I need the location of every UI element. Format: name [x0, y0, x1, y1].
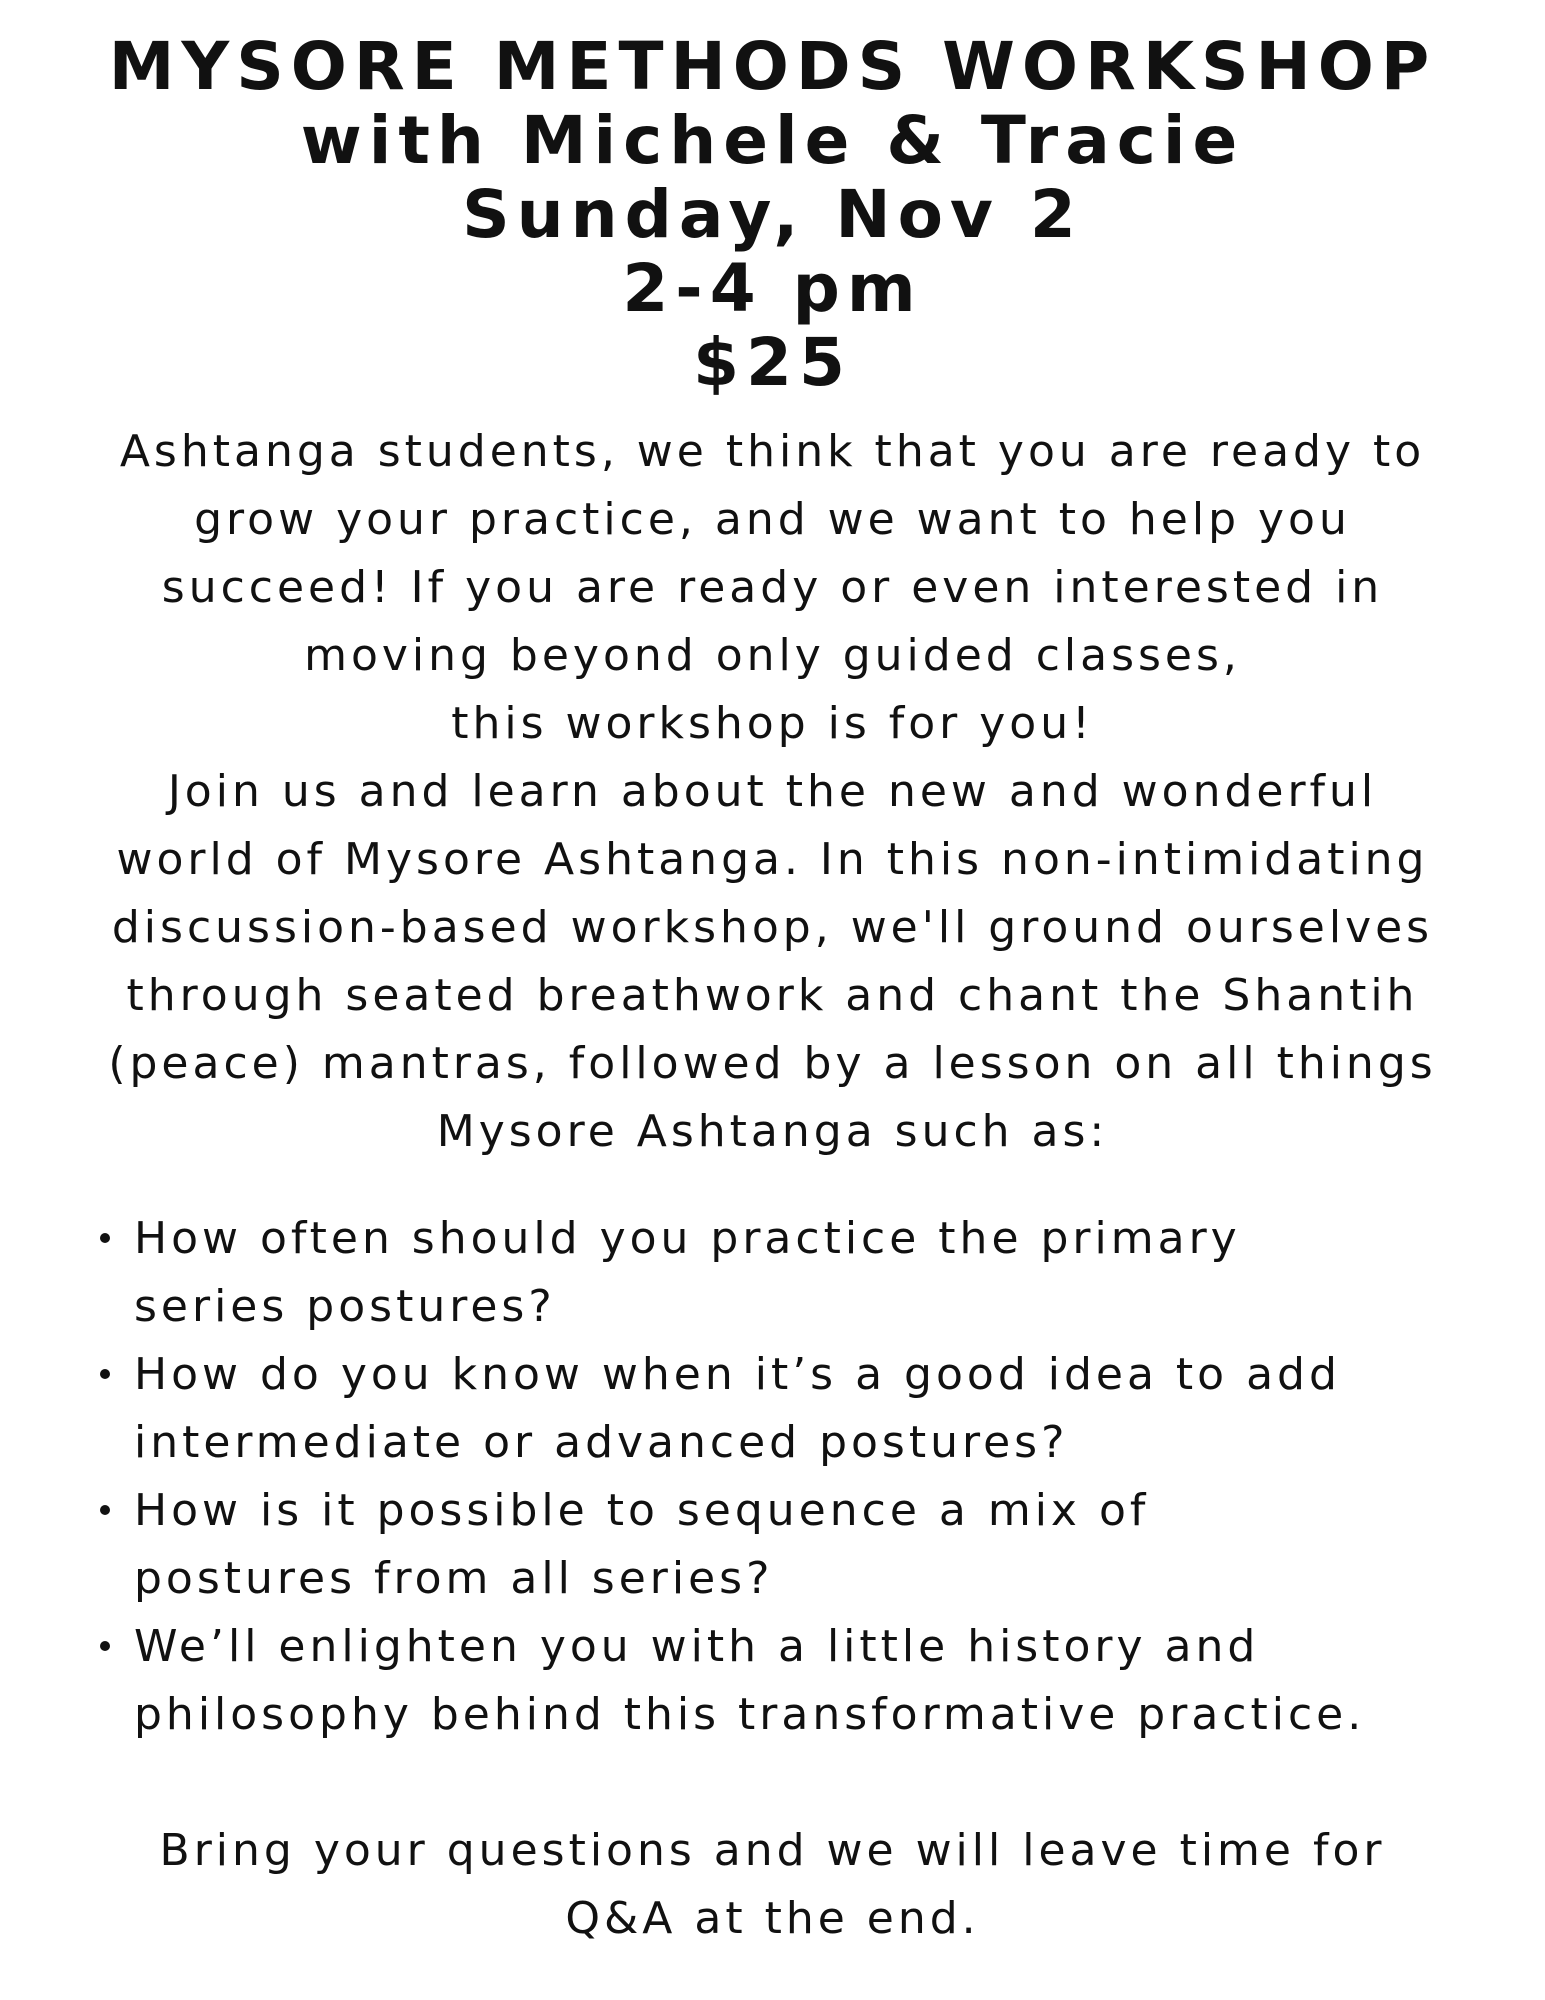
workshop-hosts: with Michele & Tracie — [300, 102, 1245, 179]
list-item — [92, 1613, 1532, 1749]
intro-line: Ashtanga students, we think that you are ready to — [119, 426, 1426, 477]
workshop-title: MYSORE METHODS WORKSHOP — [108, 28, 1437, 105]
topic-line: How often should you practice the primary — [134, 1213, 1241, 1264]
workshop-price: $25 — [693, 324, 852, 401]
intro-line: moving beyond only guided classes, — [304, 630, 1241, 681]
bullet-icon — [100, 1369, 110, 1379]
workshop-date: Sunday, Nov 2 — [462, 176, 1083, 253]
workshop-header — [0, 30, 1545, 400]
list-item — [92, 1341, 1532, 1477]
intro-line: world of Mysore Ashtanga. In this non-intimidating — [116, 834, 1429, 885]
intro-line: through seated breathwork and chant the Shantih — [126, 970, 1419, 1021]
closing-line: Bring your questions and we will leave time for — [159, 1825, 1386, 1876]
intro-line: (peace) mantras, followed by a lesson on all things — [108, 1038, 1437, 1089]
topic-line: intermediate or advanced postures? — [134, 1417, 1069, 1468]
intro-line: this workshop is for you! — [451, 698, 1094, 749]
closing-line: Q&A at the end. — [565, 1893, 980, 1944]
bullet-icon — [100, 1641, 110, 1651]
intro-line: Mysore Ashtanga such as: — [436, 1106, 1109, 1157]
intro-line: grow your practice, and we want to help you — [194, 494, 1351, 545]
workshop-time: 2-4 pm — [622, 250, 923, 327]
intro-paragraph — [0, 418, 1545, 1166]
bullet-icon — [100, 1505, 110, 1515]
topic-line: How do you know when it’s a good idea to add — [134, 1349, 1341, 1400]
intro-line: discussion-based workshop, we'll ground ourselves — [111, 902, 1434, 953]
closing-note — [0, 1817, 1545, 1953]
topic-line: philosophy behind this transformative practice. — [134, 1689, 1366, 1740]
topic-list — [92, 1205, 1532, 1749]
bullet-icon — [100, 1233, 110, 1243]
list-item — [92, 1477, 1532, 1613]
topic-line: series postures? — [134, 1281, 556, 1332]
intro-line: Join us and learn about the new and wonderful — [167, 766, 1378, 817]
topic-line: postures from all series? — [134, 1553, 774, 1604]
intro-line: succeed! If you are ready or even interested in — [161, 562, 1384, 613]
topic-line: How is it possible to sequence a mix of — [134, 1485, 1150, 1536]
topic-line: We’ll enlighten you with a little history and — [134, 1621, 1260, 1672]
list-item — [92, 1205, 1532, 1341]
